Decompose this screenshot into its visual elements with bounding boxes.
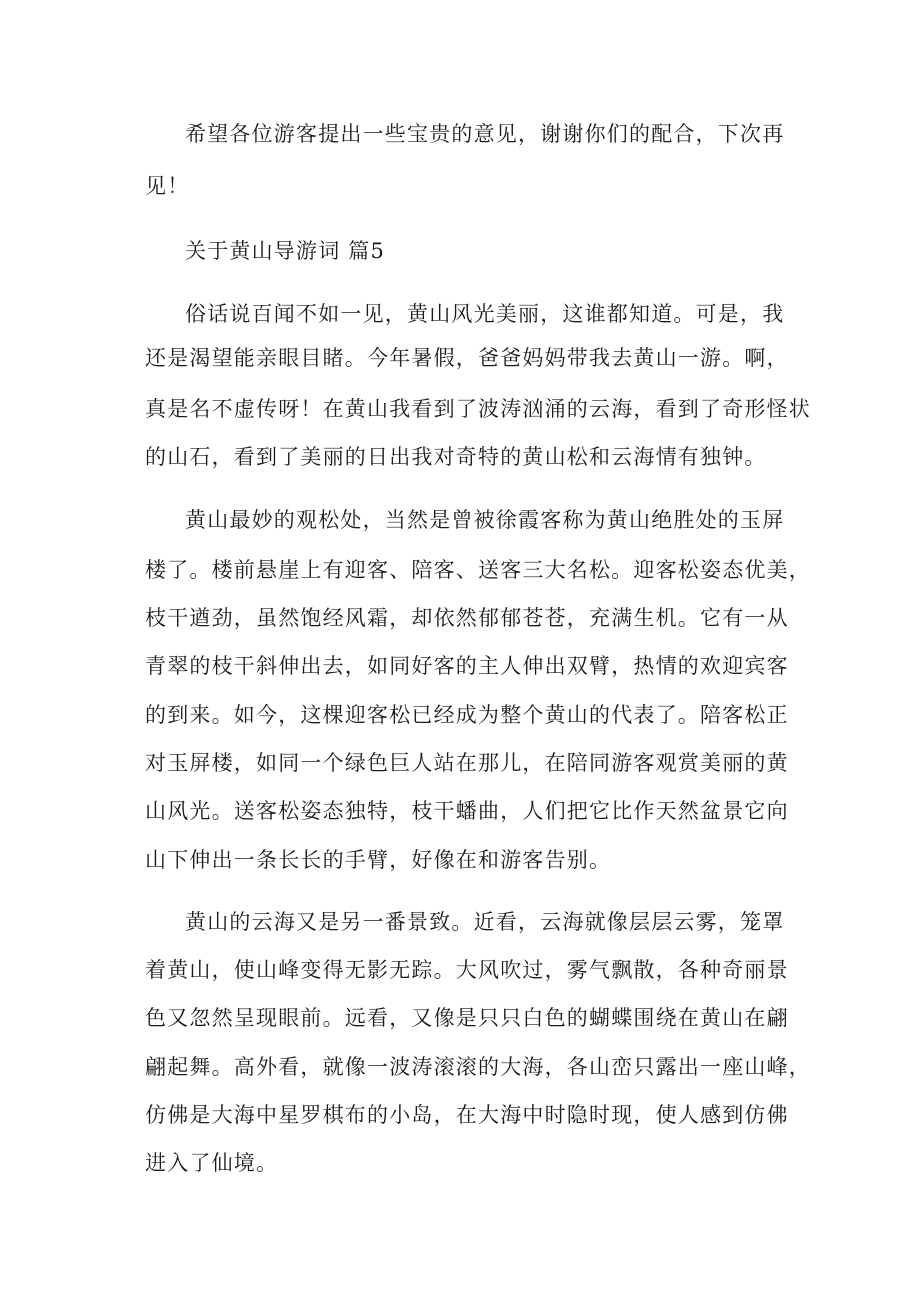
paragraph-2-line-6: 对玉屏楼，如同一个绿色巨人站在那儿，在陪同游客观赏美丽的黄 (145, 751, 789, 775)
paragraph-2-line-5: 的到来。如今，这棵迎客松已经成为整个黄山的代表了。陪客松正 (145, 703, 789, 727)
paragraph-2-line-3: 枝干遒劲，虽然饱经风霜，却依然郁郁苍苍，充满生机。它有一从 (145, 606, 789, 630)
paragraph-1-line-3: 真是名不虚传呀！在黄山我看到了波涛汹涌的云海，看到了奇形怪状 (145, 397, 811, 421)
paragraph-2-line-2: 楼了。楼前悬崖上有迎客、陪客、送客三大名松。迎客松姿态优美， (145, 558, 811, 582)
section-heading: 关于黄山导游词 篇5 (185, 239, 386, 263)
closing-line-1: 希望各位游客提出一些宝贵的意见，谢谢你们的配合，下次再 (185, 122, 785, 146)
paragraph-2-line-7: 山风光。送客松姿态独特，枝干蟠曲，人们把它比作天然盆景它向 (145, 799, 789, 823)
closing-line-2: 见！ (145, 174, 190, 198)
paragraph-2-line-4: 青翠的枝干斜伸出去，如同好客的主人伸出双臂，热情的欢迎宾客 (145, 654, 789, 678)
paragraph-3-line-1: 黄山的云海又是另一番景致。近看，云海就像层层云雾，笼罩 (185, 910, 785, 934)
paragraph-3-line-3: 色又忽然呈现眼前。远看，又像是只只白色的蝴蝶围绕在黄山在翩 (145, 1006, 789, 1030)
paragraph-1-line-1: 俗话说百闻不如一见，黄山风光美丽，这谁都知道。可是，我 (185, 302, 785, 326)
paragraph-3-line-4: 翩起舞。高外看，就像一波涛滚滚的大海，各山峦只露出一座山峰， (145, 1055, 811, 1079)
paragraph-2-line-1: 黄山最妙的观松处，当然是曾被徐霞客称为黄山绝胜处的玉屏 (185, 508, 785, 532)
paragraph-3-line-5: 仿佛是大海中星罗棋布的小岛，在大海中时隐时现，使人感到仿佛 (145, 1103, 789, 1127)
paragraph-2-line-8: 山下伸出一条长长的手臂，好像在和游客告别。 (145, 848, 612, 872)
paragraph-3-line-6: 进入了仙境。 (145, 1151, 279, 1175)
paragraph-1-line-4: 的山石，看到了美丽的日出我对奇特的黄山松和云海情有独钟。 (145, 445, 767, 469)
paragraph-3-line-2: 着黄山，使山峰变得无影无踪。大风吹过，雾气飘散，各种奇丽景 (145, 958, 789, 982)
paragraph-1-line-2: 还是渴望能亲眼目睹。今年暑假，爸爸妈妈带我去黄山一游。啊， (145, 346, 789, 370)
